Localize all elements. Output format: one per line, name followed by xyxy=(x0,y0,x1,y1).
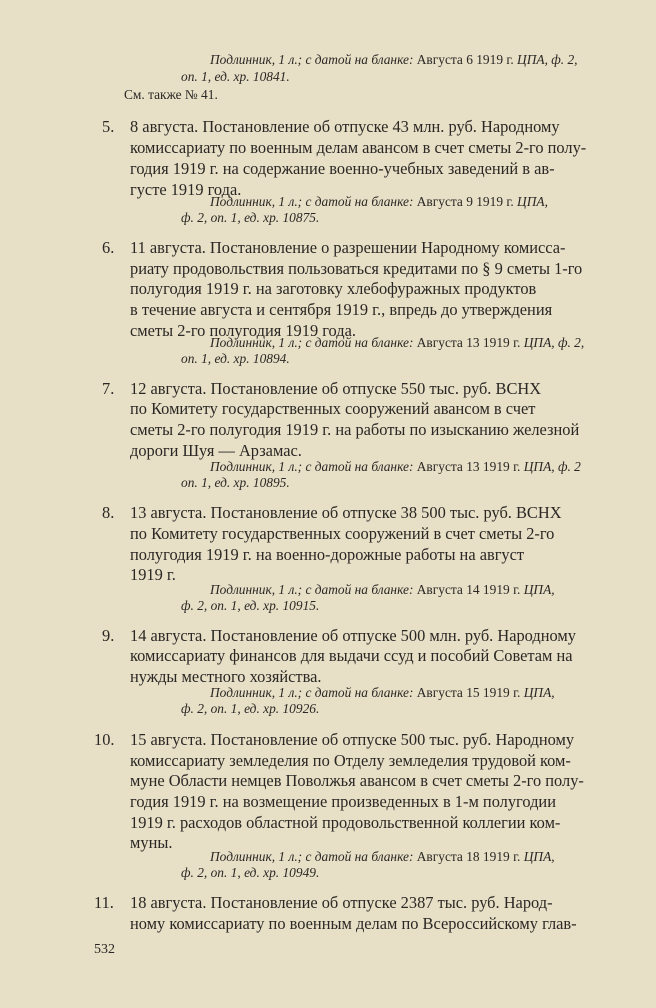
source-line: оп. 1, ед. хр. 10894. xyxy=(181,351,290,366)
page-number: 532 xyxy=(94,942,115,957)
source-line: ф. 2, оп. 1, ед. хр. 10915. xyxy=(181,598,320,613)
entry-number: 6. xyxy=(102,238,115,257)
entry-number: 9. xyxy=(102,626,115,645)
source-line: ф. 2, оп. 1, ед. хр. 10949. xyxy=(181,865,320,880)
entry-text-line: сметы 2-го полугодия 1919 г. на работы по изысканию железной xyxy=(130,420,580,439)
entry-text-line: дороги Шуя — Арзамас. xyxy=(130,441,302,460)
entry-text-line: густе 1919 года. xyxy=(130,180,242,199)
entry-text-line: в течение августа и сентября 1919 г., впредь до утверждения xyxy=(130,300,553,319)
source-line: оп. 1, ед. хр. 10841. xyxy=(181,69,290,84)
source-line: Подлинник, 1 л.; с датой на бланке: Августа 13 1919 г. ЦПА, ф. 2, xyxy=(210,335,585,350)
source-line: Подлинник, 1 л.; с датой на бланке: Августа 6 1919 г. ЦПА, ф. 2, xyxy=(210,52,578,67)
entry-text-line: по Комитету государственных сооружений авансом в счет xyxy=(130,399,536,418)
source-line: Подлинник, 1 л.; с датой на бланке: Августа 13 1919 г. ЦПА, ф. 2 xyxy=(210,459,581,474)
entry-number: 7. xyxy=(102,379,115,398)
source-line: оп. 1, ед. хр. 10895. xyxy=(181,475,290,490)
entry-number: 5. xyxy=(102,117,115,136)
entry-text-line: риату продовольствия пользоваться кредитами по § 9 сметы 1-го xyxy=(130,259,583,278)
source-line: Подлинник, 1 л.; с датой на бланке: Августа 9 1919 г. ЦПА, xyxy=(210,194,548,209)
entry-text-line: ному комиссариату по военным делам по Всероссийскому глав- xyxy=(130,914,577,933)
entry-text-line: нужды местного хозяйства. xyxy=(130,667,322,686)
entry-text-line: по Комитету государственных сооружений в счет сметы 2-го xyxy=(130,524,555,543)
entry-text-line: 13 августа. Постановление об отпуске 38 500 тыс. руб. ВСНХ xyxy=(130,503,562,522)
source-line: ф. 2, оп. 1, ед. хр. 10875. xyxy=(181,210,320,225)
entry-number: 8. xyxy=(102,503,115,522)
entry-number: 10. xyxy=(94,730,115,749)
entry-text-line: годия 1919 г. на возмещение произведенных в 1-м полугодии xyxy=(130,792,556,811)
entry-text-line: 11 августа. Постановление о разрешении Народному комисса- xyxy=(130,238,566,257)
source-line: Подлинник, 1 л.; с датой на бланке: Августа 15 1919 г. ЦПА, xyxy=(210,685,555,700)
source-line: Подлинник, 1 л.; с датой на бланке: Августа 14 1919 г. ЦПА, xyxy=(210,582,555,597)
entry-number: 11. xyxy=(94,893,114,912)
entry-text-line: 8 августа. Постановление об отпуске 43 млн. руб. Народному xyxy=(130,117,560,136)
source-line: Подлинник, 1 л.; с датой на бланке: Августа 18 1919 г. ЦПА, xyxy=(210,849,555,864)
entry-text-line: 15 августа. Постановление об отпуске 500 тыс. руб. Народному xyxy=(130,730,575,749)
entry-text-line: 1919 г. xyxy=(130,565,176,584)
entry-text-line: сметы 2-го полугодия 1919 года. xyxy=(130,321,356,340)
entry-text-line: комиссариату по военным делам авансом в счет сметы 2-го полу- xyxy=(130,138,587,157)
entry-text-line: комиссариату земледелия по Отделу земледелия трудовой ком- xyxy=(130,751,571,770)
entry-text-line: годия 1919 г. на содержание военно-учебных заведений в ав- xyxy=(130,159,555,178)
entry-text-line: 12 августа. Постановление об отпуске 550 тыс. руб. ВСНХ xyxy=(130,379,542,398)
entry-text-line: полугодия 1919 г. на заготовку хлебофуражных продуктов xyxy=(130,279,537,298)
see-also: См. также № 41. xyxy=(124,87,218,102)
entry-text-line: 14 августа. Постановление об отпуске 500 млн. руб. Народному xyxy=(130,626,576,645)
entry-text-line: полугодия 1919 г. на военно-дорожные работы на август xyxy=(130,545,525,564)
source-line: ф. 2, оп. 1, ед. хр. 10926. xyxy=(181,701,320,716)
entry-text-line: комиссариату финансов для выдачи ссуд и пособий Советам на xyxy=(130,646,573,665)
entry-text-line: 18 августа. Постановление об отпуске 2387 тыс. руб. Народ- xyxy=(130,893,553,912)
entry-text-line: муне Области немцев Поволжья авансом в счет сметы 2-го полу- xyxy=(130,771,584,790)
entry-text-line: 1919 г. расходов областной продовольственной коллегии ком- xyxy=(130,813,561,832)
entry-text-line: муны. xyxy=(130,833,173,852)
